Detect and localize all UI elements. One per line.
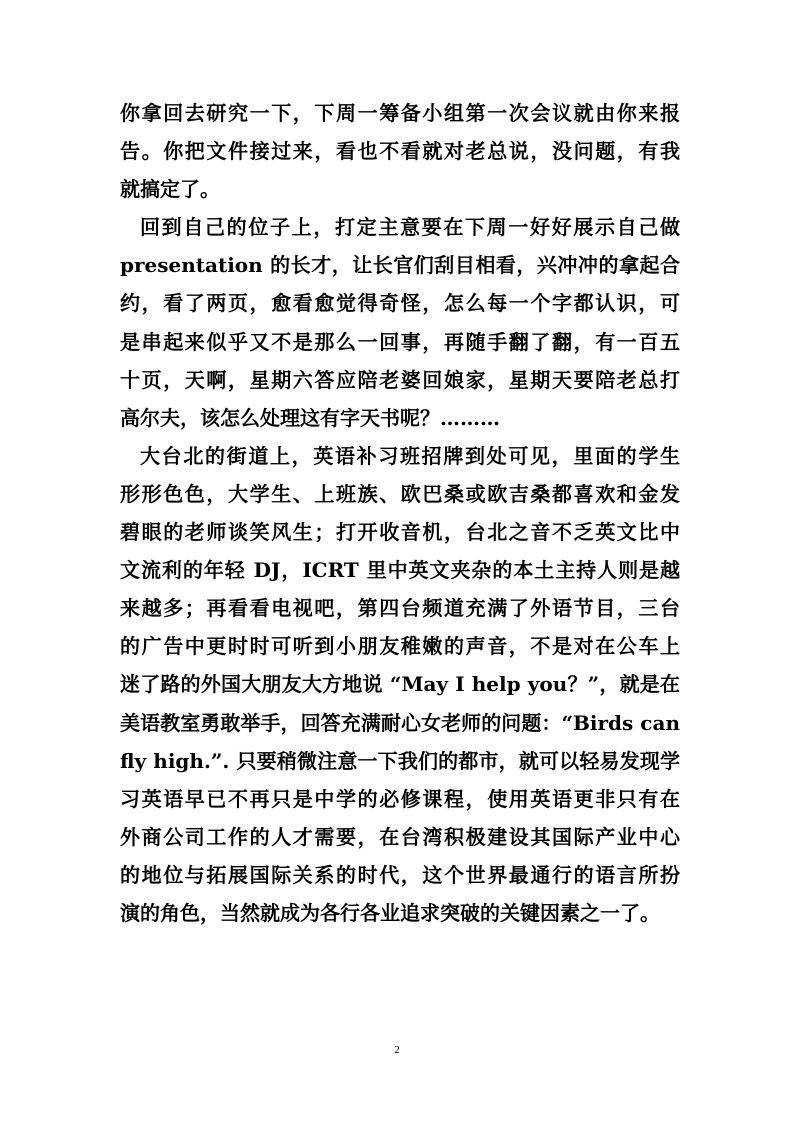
text-line: 的地位与拓展国际关系的时代，这个世界最通行的语言所扮 [120,862,680,887]
text-line: 外商公司工作的人才需要，在台湾积极建设其国际产业中心 [120,824,680,849]
paragraph [120,437,680,932]
text-line: 告。你把文件接过来，看也不看就对老总说，没问题，有我 [120,139,680,164]
text-line: 形形色色，大学生、上班族、欧巴桑或欧吉桑都喜欢和金发 [120,481,680,506]
text-line: 习英语早已不再只是中学的必修课程，使用英语更非只有在 [120,786,680,811]
text-line: 大台北的街道上，英语补习班招牌到处可见，里面的学生 [140,443,680,468]
text-line: 碧眼的老师谈笑风生；打开收音机，台北之音不乏英文比中 [120,520,680,545]
text-line: 迷了路的外国大朋友大方地说 “May I help you？”，就是在 [120,672,680,697]
paragraph [120,208,680,437]
text-line: 是串起来似乎又不是那么一回事，再随手翻了翻，有一百五 [120,329,680,354]
text-line: 高尔夫，该怎么处理这有字天书呢？……… [120,405,500,430]
text-line: 就搞定了。 [120,177,220,202]
text-line: fly high.”. 只要稍微注意一下我们的都市，就可以轻易发现学 [120,748,680,773]
text-line: 来越多；再看看电视吧，第四台频道充满了外语节目，三台 [120,596,680,621]
text-line: 你拿回去研究一下，下周一筹备小组第一次会议就由你来报 [120,101,680,125]
text-line: 回到自己的位子上，打定主意要在下周一好好展示自己做 [140,215,680,240]
page-number: 2 [394,1044,400,1056]
document-body [120,94,680,932]
text-line: 文流利的年轻 DJ，ICRT 里中英文夹杂的本土主持人则是越 [120,558,680,583]
text-line: 美语教室勇敢举手，回答充满耐心女老师的问题：“Birds can [120,710,680,735]
text-line: 约，看了两页，愈看愈觉得奇怪，怎么每一个字都认识，可 [120,291,680,316]
text-line: 演的角色，当然就成为各行各业追求突破的关键因素之一了。 [120,900,660,925]
text-line: 的广告中更时时可听到小朋友稚嫩的声音，不是对在公车上 [120,634,680,659]
text-line: 十页，天啊，星期六答应陪老婆回娘家，星期天要陪老总打 [120,367,680,392]
paragraph [120,94,680,208]
text-line: presentation 的长才，让长官们刮目相看，兴冲冲的拿起合 [120,253,680,278]
